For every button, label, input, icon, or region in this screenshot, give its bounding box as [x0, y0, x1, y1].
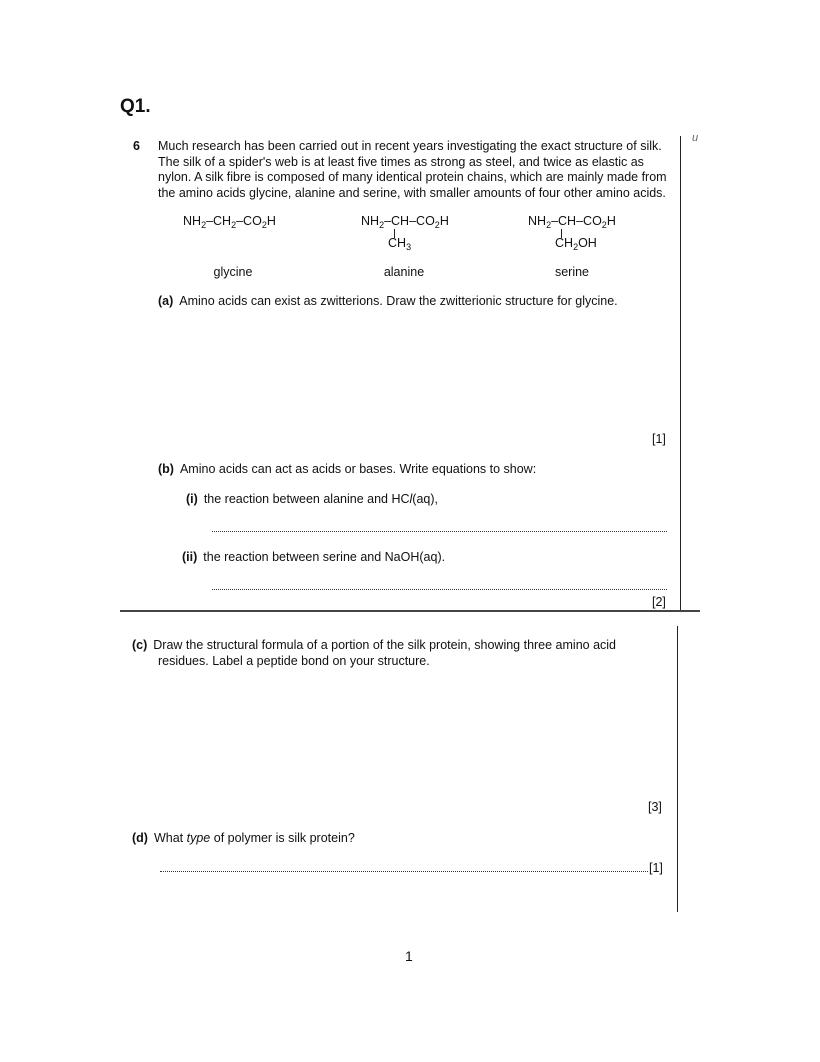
right-margin-line-bottom — [677, 626, 678, 912]
formula-nh: NH — [361, 214, 380, 228]
intro-line-3: nylon. A silk fibre is composed of many identical protein chains, which are mainly made from — [158, 170, 667, 184]
formula-oh: OH — [578, 236, 597, 250]
part-d-text: What — [153, 831, 187, 845]
formula-sub: 2 — [379, 220, 385, 230]
answer-line-d[interactable] — [160, 871, 648, 872]
formula-ch-co2: –CH–CO — [384, 214, 435, 228]
glycine-formula — [183, 214, 276, 230]
part-a-marks: [1] — [652, 432, 666, 446]
formula-ch2: –CH — [206, 214, 232, 228]
part-a-text: Amino acids can exist as zwitterions. Draw the zwitterionic structure for glycine. — [179, 294, 618, 308]
formula-sub: 2 — [261, 220, 267, 230]
serine-formula — [528, 214, 616, 230]
alanine-side-chain — [388, 236, 411, 252]
part-b-i-text-end: (aq), — [412, 492, 438, 506]
part-d-marks: [1] — [649, 861, 663, 875]
margin-mark: u — [692, 132, 699, 144]
question-heading: Q1. — [120, 96, 151, 117]
answer-line-b-ii[interactable] — [212, 589, 667, 590]
part-d-italic: type — [186, 831, 211, 845]
part-b-ii-label: (ii) — [182, 550, 198, 564]
page-number: 1 — [405, 948, 413, 964]
part-b-text: Amino acids can act as acids or bases. Write equations to show: — [179, 462, 537, 476]
alanine-formula — [361, 214, 449, 230]
serine-side-chain — [555, 236, 597, 252]
part-b-i-text: the reaction between alanine and HC — [203, 492, 410, 506]
formula-sub: 3 — [406, 242, 412, 252]
part-d — [132, 831, 355, 845]
part-c-line-2: residues. Label a peptide bond on your structure. — [158, 654, 430, 668]
part-b-ii — [182, 550, 445, 564]
question-intro — [158, 139, 670, 201]
page-section-divider — [120, 610, 700, 612]
answer-line-b-i[interactable] — [212, 531, 667, 532]
formula-co2: –CO — [236, 214, 262, 228]
part-b — [158, 462, 536, 476]
part-d-text-end: of polymer is silk protein? — [210, 831, 355, 845]
right-margin-line-top — [680, 136, 681, 610]
formula-sub: 2 — [546, 220, 552, 230]
part-b-i — [186, 492, 438, 506]
formula-h: H — [439, 214, 449, 228]
formula-sub: 2 — [573, 242, 579, 252]
part-c — [132, 638, 616, 652]
formula-nh: NH — [183, 214, 202, 228]
intro-line-2: The silk of a spider's web is at least five times as strong as steel, and twice as elastic as — [158, 154, 644, 169]
part-c-marks: [3] — [648, 800, 662, 814]
formula-nh: NH — [528, 214, 547, 228]
alanine-label: alanine — [383, 265, 425, 279]
formula-ch: CH — [388, 236, 407, 250]
formula-sub: 2 — [231, 220, 237, 230]
part-a-label: (a) — [158, 294, 174, 308]
part-d-label: (d) — [132, 831, 148, 845]
formula-sub: 2 — [201, 220, 207, 230]
formula-sub: 2 — [434, 220, 440, 230]
part-c-label: (c) — [132, 638, 148, 652]
part-c-line-1: Draw the structural formula of a portion of the silk protein, showing three amino acid — [153, 638, 617, 652]
part-b-i-label: (i) — [186, 492, 198, 506]
formula-h: H — [606, 214, 616, 228]
formula-sub: 2 — [601, 220, 607, 230]
part-b-i-italic: l — [409, 492, 413, 506]
glycine-label: glycine — [213, 265, 253, 279]
question-number: 6 — [133, 139, 140, 153]
formula-ch-co2: –CH–CO — [551, 214, 602, 228]
formula-h: H — [266, 214, 276, 228]
part-b-marks: [2] — [652, 595, 666, 609]
part-a — [158, 294, 618, 308]
part-b-label: (b) — [158, 462, 174, 476]
intro-line-1: Much research has been carried out in recent years investigating the exact structure of silk. — [158, 139, 662, 153]
intro-line-4: the amino acids glycine, alanine and serine, with smaller amounts of four other amino acids. — [158, 185, 666, 200]
part-b-ii-text: the reaction between serine and NaOH(aq). — [203, 550, 446, 564]
serine-label: serine — [554, 265, 590, 279]
formula-ch: CH — [555, 236, 574, 250]
